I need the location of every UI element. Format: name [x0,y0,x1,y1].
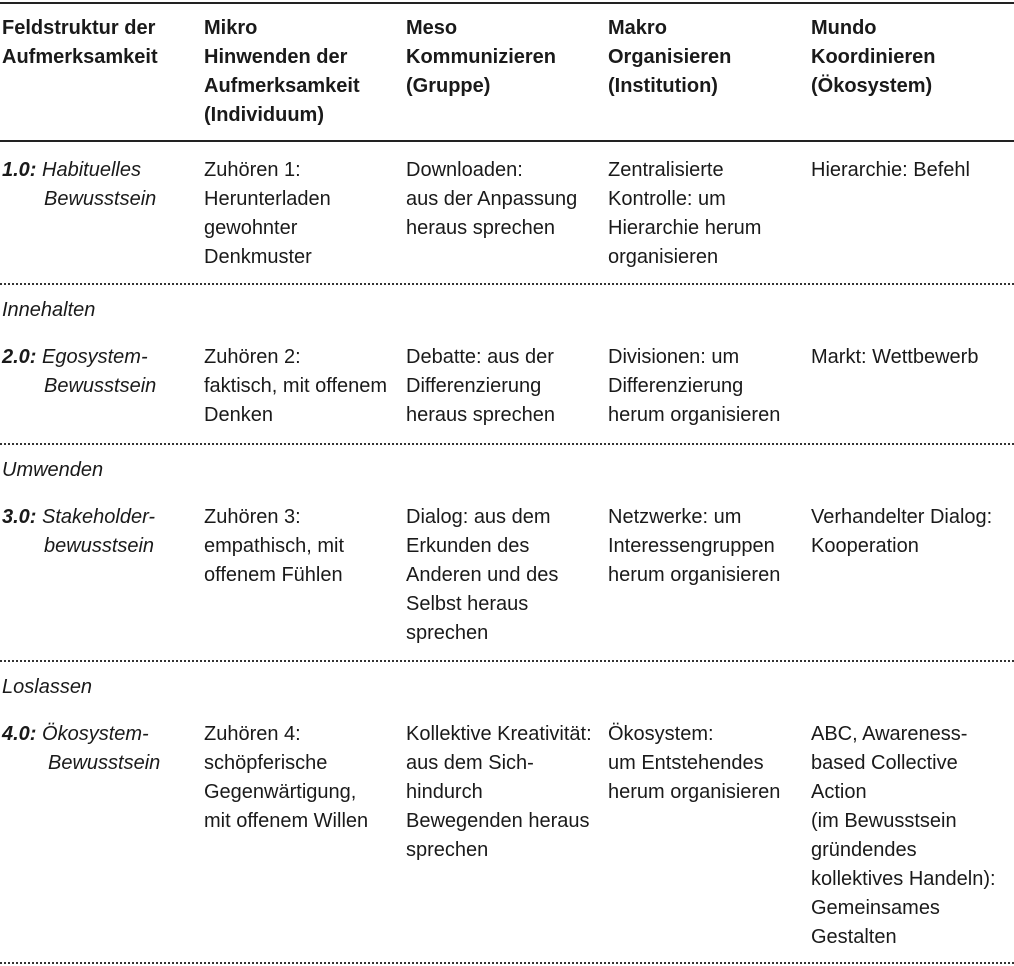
row-3-meso: Dialog: aus dem Erkunden des Anderen und des Selbst heraus sprechen [406,506,559,644]
header-feldstruktur: Feldstruktur der Aufmerksamkeit [2,17,158,68]
row-4-mundo: ABC, Awareness- based Collective Action (im Bewusstsein gründendes kollektives Handeln): Gemeinsames Gestalten [811,723,996,948]
row-1-mundo: Hierarchie: Befehl [811,159,970,181]
header-makro: Makro Organisieren (Institution) [608,17,732,97]
row-3-makro: Netzwerke: um Interessengruppen herum organisieren [608,506,781,586]
phase-loslassen: Loslassen [2,676,93,698]
row-4-mikro: Zuhören 4: schöpferische Gegenwärtigung, mit offenem Willen [204,723,369,832]
row-4-meso: Kollektive Kreativität: aus dem Sich- hindurch Bewegenden heraus sprechen [406,723,592,861]
bottom-rule [0,962,1014,964]
phase-innehalten: Innehalten [2,299,96,321]
row-divider-2 [0,443,1014,445]
row-4-makro: Ökosystem: um Entstehendes herum organisieren [608,723,781,803]
top-rule [0,2,1014,4]
header-mundo: Mundo Koordinieren (Ökosystem) [811,17,936,97]
row-3-mikro: Zuhören 3: empathisch, mit offenem Fühlen [204,506,345,586]
row-1-mikro: Zuhören 1: Herunterladen gewohnter Denkmuster [204,159,331,268]
row-1-meso: Downloaden: aus der Anpassung heraus sprechen [406,159,578,239]
row-3-mundo: Verhandelter Dialog: Kooperation [811,506,993,557]
row-2-mikro: Zuhören 2: faktisch, mit offenem Denken [204,346,388,426]
header-mikro: Mikro Hinwenden der Aufmerksamkeit (Individuum) [204,17,360,126]
row-divider-1 [0,283,1014,285]
header-meso: Meso Kommunizieren (Gruppe) [406,17,557,97]
row-4-level: 4.0: Ökosystem- Bewusstsein [2,723,161,774]
phase-umwenden: Umwenden [2,459,104,481]
row-2-level: 2.0: Egosystem- Bewusstsein [2,346,157,397]
row-divider-3 [0,660,1014,662]
row-2-mundo: Markt: Wettbewerb [811,346,979,368]
row-1-level: 1.0: Habituelles Bewusstsein [2,159,157,210]
row-3-level: 3.0: Stakeholder- bewusstsein [2,506,156,557]
row-2-makro: Divisionen: um Differenzierung herum organisieren [608,346,781,426]
row-2-meso: Debatte: aus der Differenzierung heraus sprechen [406,346,555,426]
header-rule [0,140,1014,142]
row-1-makro: Zentralisierte Kontrolle: um Hierarchie herum organisieren [608,159,762,268]
